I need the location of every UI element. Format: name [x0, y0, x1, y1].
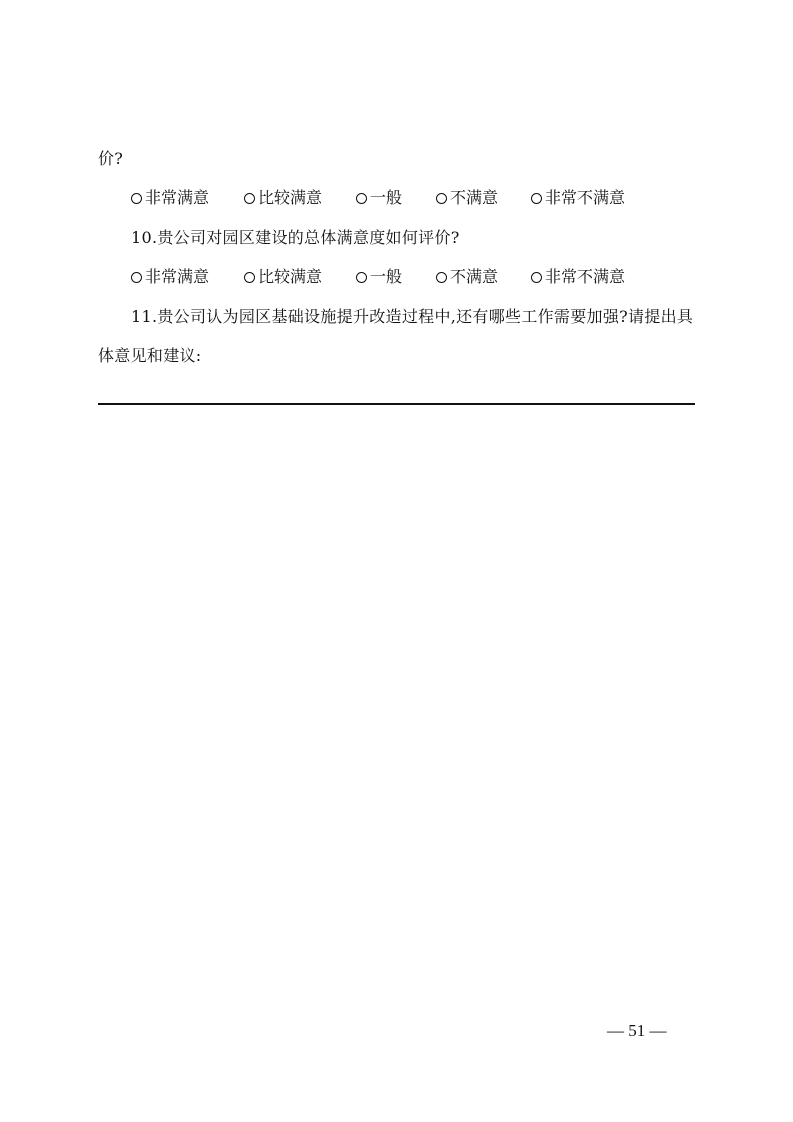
q10-option-dissatisfied[interactable]: 不满意: [436, 267, 498, 287]
radio-circle-icon: [356, 272, 367, 283]
radio-circle-icon: [131, 272, 142, 283]
q9-option-fairly-satisfied[interactable]: 比较满意: [244, 188, 322, 208]
q10-option-very-satisfied[interactable]: 非常满意: [131, 267, 209, 287]
radio-circle-icon: [436, 272, 447, 283]
question-11-answer-line[interactable]: [98, 403, 695, 405]
radio-circle-icon: [531, 272, 542, 283]
q10-option-fairly-satisfied[interactable]: 比较满意: [244, 267, 322, 287]
q9-option-neutral[interactable]: 一般: [356, 188, 402, 208]
page-number: — 51 —: [607, 1021, 667, 1040]
question-9-continuation: 价?: [98, 149, 124, 168]
question-10-text: 10.贵公司对园区建设的总体满意度如何评价?: [131, 228, 460, 247]
radio-circle-icon: [436, 193, 447, 204]
q9-option-very-satisfied[interactable]: 非常满意: [131, 188, 209, 208]
radio-circle-icon: [244, 193, 255, 204]
q9-option-very-dissatisfied[interactable]: 非常不满意: [531, 188, 625, 208]
question-11-text-line-1: 11.贵公司认为园区基础设施提升改造过程中,还有哪些工作需要加强?请提出具: [131, 307, 694, 326]
question-11-text-line-2: 体意见和建议:: [98, 346, 202, 365]
radio-circle-icon: [131, 193, 142, 204]
q9-option-dissatisfied[interactable]: 不满意: [436, 188, 498, 208]
radio-circle-icon: [531, 193, 542, 204]
q10-option-neutral[interactable]: 一般: [356, 267, 402, 287]
radio-circle-icon: [244, 272, 255, 283]
radio-circle-icon: [356, 193, 367, 204]
q10-option-very-dissatisfied[interactable]: 非常不满意: [531, 267, 625, 287]
